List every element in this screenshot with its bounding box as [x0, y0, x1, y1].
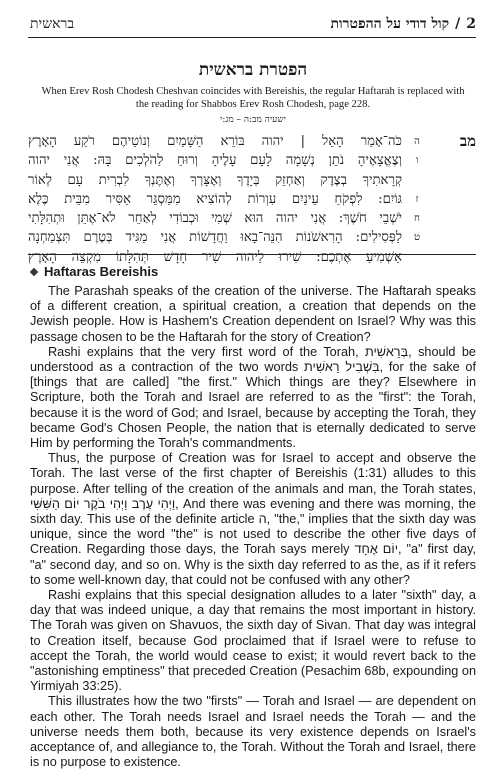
hebrew-lines — [28, 132, 402, 267]
verse-letter: ח — [414, 213, 420, 225]
verse-letter — [410, 171, 424, 190]
chapter-number: מב — [459, 132, 476, 150]
header-rule — [28, 37, 476, 38]
ornament-icon — [30, 267, 40, 277]
verse-letter — [410, 248, 424, 267]
commentary-paragraph: Thus, the purpose of Creation was for Israel to accept and observe the Torah. The last verse of the first chapter of Bereishis (1:31) alludes to this purpose. After telling of the creation of the animals and man, the Torah states, וַיְהִי עֶרֶב וַיְהִי בֹקֶר יוֹם הַשִּׁשִּׁי, And there was evening and there was morning, the sixth day. This use of the definite article ה, "the," implies that the sixth day was unique, since the word "the" is not used to describe the other five days of Creation. Regarding those days, the Torah says merely יוֹם אֶחָד, "a" first day, "a" second day, and so on. Why is the sixth day referred to as the, as if it refers to some well-known day, that could not be confused with any other? — [30, 451, 477, 587]
verse-letter: ו — [415, 155, 419, 167]
haftarah-note: When Erev Rosh Chodesh Cheshvan coincides with Bereishis, the regular Haftarah is replaced with the reading for Shabbos Erev Rosh Chodesh, page 228. — [41, 86, 465, 110]
hebrew-line: גּוֹיִם: לִפְקֹחַ עֵינַיִם עִוְרוֹת לְהוֹצִיא מִמַּסְגֵּר אַסִּיר מִבֵּית כֶּלֶא — [28, 191, 402, 207]
running-head-book: בראשית — [30, 15, 75, 32]
hebrew-line: קְרָאתִיךָ בְצֶדֶק וְאַחְזֵק בְּיָדֶךָ וְאֶצָּרְךָ וְאֶתֶּנְךָ לִבְרִית עָם לְאוֹר — [28, 172, 402, 188]
hebrew-line: יֹשְׁבֵי חֹשֶׁךְ: אֲנִי יהוה הוּא שְׁמִי וּכְבוֹדִי לְאַחֵר לֹא־אֶתֵּן וּתְהִלָּתִי — [28, 211, 402, 227]
haftarah-source: ישעיה מב:ה – מג:י — [219, 115, 287, 125]
book-title: קול דודי על ההפטרות — [330, 15, 450, 32]
verse-letter: ט — [413, 232, 421, 244]
page-number: 2 — [466, 15, 476, 32]
running-head-title-group — [331, 16, 477, 33]
commentary-heading — [30, 264, 158, 279]
hebrew-line: לַפְּסִילִים: הָרִאשֹׁנוֹת הִנֵּה־בָאוּ וַחֲדָשׁוֹת אֲנִי מַגִּיד בְּטֶרֶם תִּצְמַחְנָה — [28, 230, 402, 246]
commentary-body — [30, 284, 476, 771]
commentary-paragraph: The Parashah speaks of the creation of the universe. The Haftarah speaks of a different creation, a spiritual creation, a creation that depends on the Jewish people. How is Hashem's Creation dependent on Israel? Why was this passage chosen to be the Haftarah for the story of Creation? — [30, 284, 476, 344]
commentary-paragraph: Rashi explains that the very first word of the Torah, בְּרֵאשִׁית, should be understood as a contraction of the two words בִּשְׁבִיל רֵאשִׁית, for the sake of [things that are called] "the first." Which things are they? Elsewhere in Scripture, both the Torah and Israel are referred to as the "first": the Torah, because it is the word of God; and Israel, because by accepting the Torah, they became God's Chosen People, the nation that is eternally dedicated to serve Him by performing the Torah's commandments. — [30, 344, 477, 451]
separator: / — [455, 15, 461, 32]
hebrew-line: אַשְׁמִיעַ אֶתְכֶם: שִׁירוּ לַיהוה שִׁיר חָדָשׁ תְּהִלָּתוֹ מִקְצֵה הָאָרֶץ — [28, 249, 402, 265]
commentary-paragraph: Rashi explains that this special designation alludes to a later "sixth" day, a day that was indeed unique, a day that remains the most important in history. The Torah was given on Shavuos, the sixth day of Sivan. That day was integral to Creation itself, because God proclaimed that if Israel were to refuse to accept the Torah, the world would cease to exist; it would revert back to the "astonishing emptiness" that preceded Creation (Pesachim 68b, expounding on Yirmiyah 33:25). — [30, 588, 476, 694]
hebrew-text-block — [28, 132, 476, 265]
running-head — [30, 14, 476, 34]
hebrew-line: וְצֶאֱצָאֶיהָ נֹתֵן נְשָׁמָה לָעָם עָלֶיהָ וְרוּחַ לַהֹלְכִים בָּהּ: אֲנִי יהוה — [28, 153, 402, 169]
verse-letter: ז — [415, 193, 419, 205]
hebrew-line: כֹּה־אָמַר הָאֵל | יהוה בּוֹרֵא הַשָּׁמַיִם וְנוֹטֵיהֶם רֹקַע הָאָרֶץ — [28, 134, 402, 149]
verse-letter: ה — [414, 136, 420, 147]
section-rule — [28, 254, 476, 255]
commentary-heading-text: Haftaras Bereishis — [44, 264, 159, 279]
verse-letters — [410, 132, 424, 267]
commentary-paragraph: This illustrates how the two "firsts" — Torah and Israel — are dependent on each other. The Torah needs Israel and Israel needs the Torah — and the universe needs them both, because its very existence depends on Israel's acceptance of, and allegiance to, the Torah. Without the Torah and Israel, there is no purpose to existence. — [30, 694, 476, 770]
haftarah-title: הפטרת בראשית — [198, 60, 308, 80]
